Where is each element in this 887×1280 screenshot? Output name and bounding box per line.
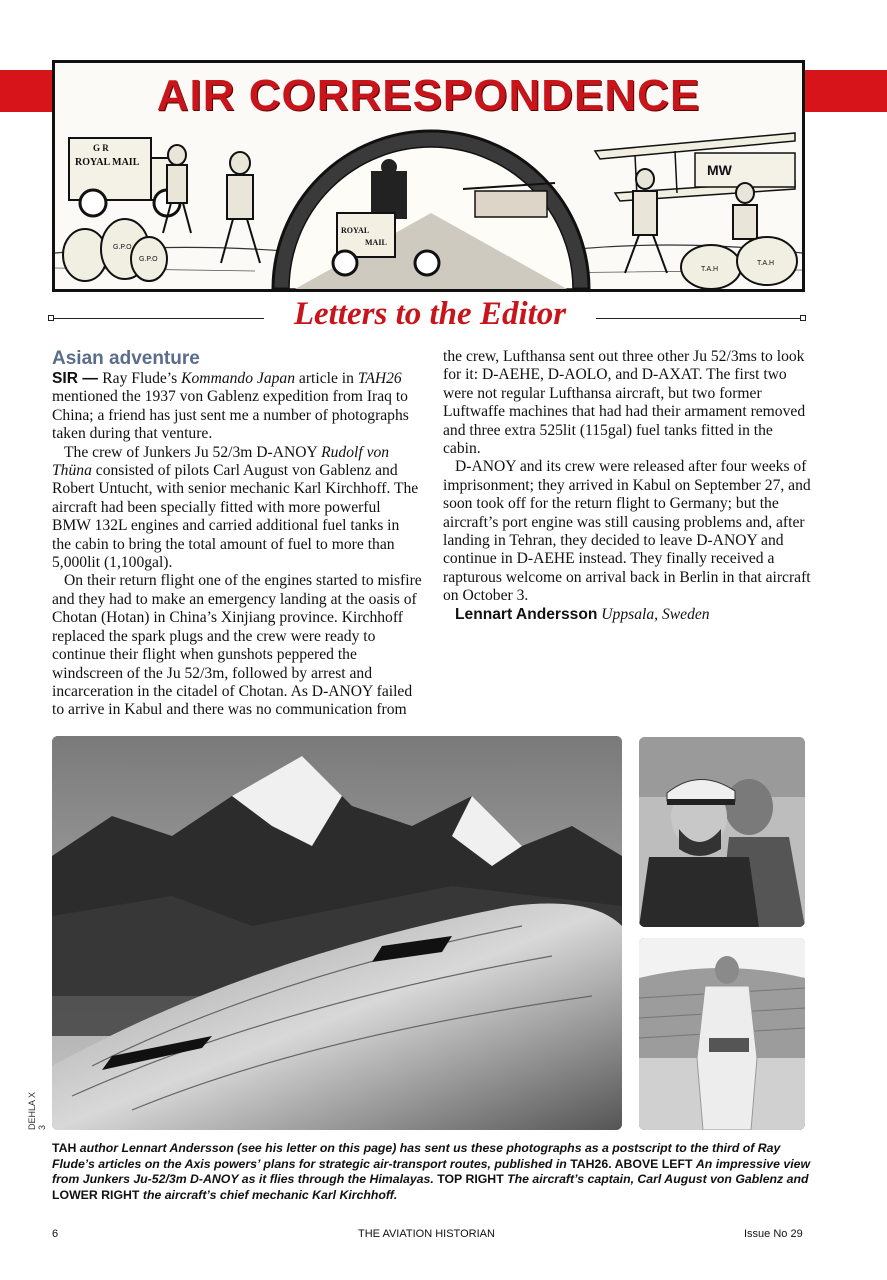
- header-red-bar-right: [805, 70, 887, 112]
- p2-text-a: The crew of Junkers Ju 52/3m D-ANOY: [64, 443, 322, 461]
- photo-credit: DEHLA X 3: [27, 1091, 47, 1130]
- photo-caption: [52, 1141, 812, 1203]
- page-title: AIR CORRESPONDENCE: [156, 71, 701, 120]
- p1-issue-ref: TAH26: [357, 370, 402, 387]
- salutation: SIR —: [52, 370, 103, 387]
- letter-paragraph-2: [52, 444, 422, 573]
- central-arch-scene: [273, 131, 589, 289]
- signature-place: Uppsala, Sweden: [601, 605, 710, 623]
- caption-part-1: TAH: [52, 1141, 80, 1155]
- letter-heading: Asian adventure: [52, 348, 200, 369]
- issue-number: Issue No 29: [744, 1228, 803, 1240]
- letter-paragraph-4: D-ANOY and its crew were released after four weeks of imprisonment; they arrived in Kabul on September 27, and soon took off for the return flight to Germany; but the aircraft’s port engine was still causing problems and, after landing in Tehran, they decided to leave D-ANOY and continue in D-AEHE instead. They finally received a rapturous welcome on arrival back in Berlin in that aircraft on October 3.: [443, 458, 811, 605]
- caption-part-7: The aircraft’s captain, Carl August von Gablenz and: [507, 1172, 809, 1186]
- p2-aircraft-name: Rudolf von Thüna: [52, 443, 390, 480]
- caption-part-6: TOP RIGHT: [433, 1172, 508, 1186]
- p1-text-c: mentioned the 1937 von Gablenz expedition from Iraq to China; a friend has just sent me a number of photographs taken during that venture.: [52, 388, 409, 443]
- biplane: [595, 133, 795, 201]
- header-red-bar-left: [0, 70, 52, 112]
- letter-signature: [443, 606, 813, 624]
- bag-mark-1: G.P.O: [113, 244, 132, 251]
- p1-article-title: Kommando Japan: [181, 370, 296, 387]
- signature-name: Lennart Andersson: [455, 605, 598, 623]
- letter-paragraph-3-continued: the crew, Lufthansa sent out three other Ju 52/3ms to look for it: D-AEHE, D-AOLO, and D-AXAT. The first two were not regular Lufthansa aircraft, but two former Luftwaffe machines that had had their armament removed and three extra 525lit (115gal) fuel tanks fitted in the cabin.: [443, 348, 806, 458]
- van-sign-top: G R: [93, 143, 109, 153]
- header-banner-illustration: [52, 60, 805, 292]
- royal-mail-van: [69, 138, 181, 216]
- bag-mark-3: T.A.H: [701, 266, 719, 273]
- rule-left: [54, 318, 264, 319]
- caption-part-5: An impressive view from Junkers Ju-52/3m D-ANOY as it flies through the Himalayas.: [52, 1156, 811, 1186]
- letter-paragraph-3: On their return flight one of the engines started to misfire and they had to make an emergency landing at the oasis of Chotan (Hotan) in China’s Xinjiang province. Kirchhoff replaced the spark plugs and the crew were ready to continue their flight when gunshots peppered the windscreen of the Ju 52/3m, followed by arrest and incarceration in the citadel of Chotan. As D-ANOY failed to arrive in Kabul and there was no communication from: [52, 572, 422, 719]
- van-sign: ROYAL MAIL: [75, 157, 140, 168]
- page-subtitle: Letters to the Editor: [293, 296, 567, 332]
- article-column-right: [443, 348, 813, 624]
- mechanic-photo-art: [639, 938, 805, 1130]
- photo-himalayas-wing: [52, 736, 622, 1130]
- trike-sign-left: ROYAL: [341, 226, 370, 235]
- bag-mark-4: T.A.H: [757, 260, 775, 267]
- caption-part-8: LOWER RIGHT: [52, 1187, 143, 1202]
- caption-part-3: TAH26.: [570, 1156, 612, 1171]
- photo-mechanic-kirchhoff: [639, 938, 805, 1130]
- postman-figures: [163, 145, 260, 263]
- letter-paragraph-1: [52, 370, 422, 444]
- plane-mark: MW: [707, 162, 732, 178]
- rule-end-right: [800, 315, 806, 321]
- p1-text-b: article in: [295, 370, 358, 387]
- magazine-name: THE AVIATION HISTORIAN: [358, 1228, 495, 1240]
- caption-part-2: author Lennart Andersson (see his letter on this page) has sent us these photographs as a postscript to the third of Ray Flude’s articles on the Axis powers’ plans for strategic air-transport routes, published in: [52, 1141, 781, 1171]
- photo-captain-von-gablenz: [639, 737, 805, 927]
- p2-text-b: consisted of pilots Carl August von Gablenz and Robert Untucht, with senior mechanic Karl Kirchhoff. The aircraft had been specially fitted with more powerful BMW 132L engines and carried additional fuel tanks in the cabin to bring the total amount of fuel to more than 5,000lit (1,100gal).: [52, 462, 419, 572]
- captain-photo-art: [639, 737, 805, 927]
- article-column-left: [52, 348, 422, 720]
- p1-text-a: Ray Flude’s: [102, 370, 182, 387]
- trike-sign-right: MAIL: [365, 238, 387, 247]
- rule-right: [596, 318, 800, 319]
- subtitle-row: [48, 296, 806, 340]
- page-number: 6: [52, 1228, 59, 1240]
- bag-mark-2: G.P.O: [139, 256, 158, 263]
- himalayas-photo-art: [52, 736, 622, 1130]
- caption-part-9: the aircraft’s chief mechanic Karl Kirchhoff.: [142, 1187, 398, 1202]
- caption-part-4: ABOVE LEFT: [611, 1156, 696, 1171]
